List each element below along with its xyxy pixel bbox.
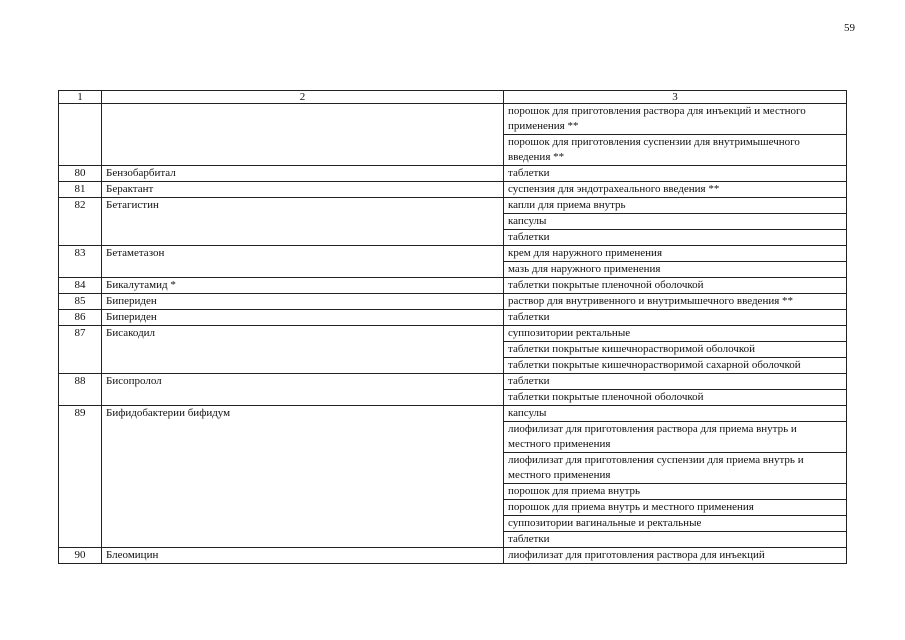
- dosage-form: таблетки покрытые кишечнорастворимой сахарной оболочкой: [504, 358, 847, 374]
- column-header-name: 2: [102, 91, 504, 104]
- dosage-form: таблетки покрытые пленочной оболочкой: [504, 278, 847, 294]
- drug-table: [58, 90, 847, 564]
- drug-name: Блеомицин: [102, 548, 504, 564]
- header-row: [59, 91, 847, 104]
- column-header-number: 1: [59, 91, 102, 104]
- dosage-form: крем для наружного применения: [504, 246, 847, 262]
- dosage-form: суспензия для эндотрахеального введения **: [504, 182, 847, 198]
- drug-name: Бифидобактерии бифидум: [102, 406, 504, 548]
- table-row: [59, 166, 847, 182]
- drug-name: Бетагистин: [102, 198, 504, 246]
- dosage-form: капсулы: [504, 214, 847, 230]
- dosage-form: суппозитории вагинальные и ректальные: [504, 516, 847, 532]
- dosage-form: порошок для приготовления раствора для инъекций и местного применения **: [504, 104, 847, 135]
- table-row: [59, 294, 847, 310]
- drug-name: Бензобарбитал: [102, 166, 504, 182]
- drug-number: [59, 104, 102, 166]
- dosage-form: мазь для наружного применения: [504, 262, 847, 278]
- drug-name: Бисопролол: [102, 374, 504, 406]
- drug-number: 86: [59, 310, 102, 326]
- drug-name: Бикалутамид *: [102, 278, 504, 294]
- table-row: [59, 246, 847, 262]
- dosage-form: капсулы: [504, 406, 847, 422]
- drug-name: Бипериден: [102, 310, 504, 326]
- dosage-form: порошок для приема внутрь: [504, 484, 847, 500]
- table-row: [59, 198, 847, 214]
- dosage-form: лиофилизат для приготовления раствора для инъекций: [504, 548, 847, 564]
- dosage-form: таблетки: [504, 310, 847, 326]
- table-header: [59, 91, 847, 104]
- table-body: [59, 104, 847, 564]
- drug-number: 84: [59, 278, 102, 294]
- drug-number: 90: [59, 548, 102, 564]
- drug-number: 83: [59, 246, 102, 278]
- table-row: [59, 104, 847, 135]
- dosage-form: таблетки: [504, 532, 847, 548]
- drug-number: 89: [59, 406, 102, 548]
- dosage-form: раствор для внутривенного и внутримышечного введения **: [504, 294, 847, 310]
- table-row: [59, 310, 847, 326]
- drug-number: 82: [59, 198, 102, 246]
- table-row: [59, 548, 847, 564]
- dosage-form: таблетки: [504, 166, 847, 182]
- drug-number: 88: [59, 374, 102, 406]
- drug-number: 85: [59, 294, 102, 310]
- drug-name: [102, 104, 504, 166]
- table-row: [59, 326, 847, 342]
- table-row: [59, 278, 847, 294]
- page-number: 59: [844, 22, 855, 34]
- dosage-form: лиофилизат для приготовления суспензии для приема внутрь и местного применения: [504, 453, 847, 484]
- dosage-form: суппозитории ректальные: [504, 326, 847, 342]
- drug-name: Бисакодил: [102, 326, 504, 374]
- drug-name: Бетаметазон: [102, 246, 504, 278]
- column-header-form: 3: [504, 91, 847, 104]
- drug-name: Берактант: [102, 182, 504, 198]
- dosage-form: таблетки: [504, 374, 847, 390]
- dosage-form: таблетки покрытые пленочной оболочкой: [504, 390, 847, 406]
- dosage-form: таблетки покрытые кишечнорастворимой оболочкой: [504, 342, 847, 358]
- drug-number: 87: [59, 326, 102, 374]
- table-row: [59, 182, 847, 198]
- dosage-form: порошок для приготовления суспензии для внутримышечного введения **: [504, 135, 847, 166]
- table-row: [59, 374, 847, 390]
- dosage-form: капли для приема внутрь: [504, 198, 847, 214]
- drug-name: Бипериден: [102, 294, 504, 310]
- drug-number: 80: [59, 166, 102, 182]
- dosage-form: порошок для приема внутрь и местного применения: [504, 500, 847, 516]
- dosage-form: таблетки: [504, 230, 847, 246]
- dosage-form: лиофилизат для приготовления раствора для приема внутрь и местного применения: [504, 422, 847, 453]
- drug-number: 81: [59, 182, 102, 198]
- table-row: [59, 406, 847, 422]
